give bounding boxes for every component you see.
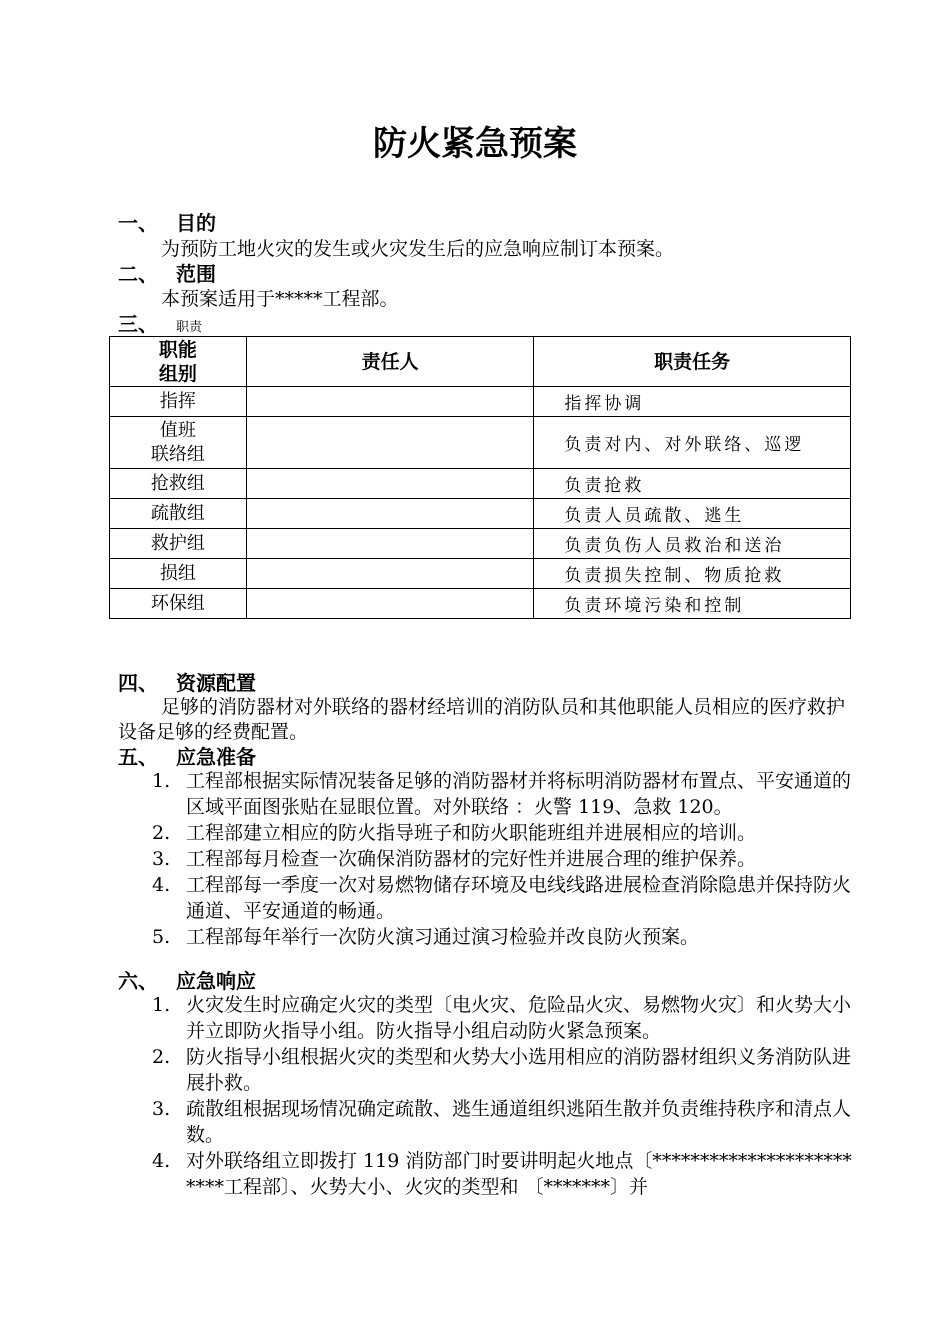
person-cell	[246, 529, 534, 559]
task-cell: 负责对内、对外联络、巡逻	[534, 417, 851, 469]
scope-text: 本预案适用于*****工程部。	[161, 288, 399, 310]
list-item	[148, 1044, 853, 1096]
preparation-list	[148, 768, 853, 950]
list-item	[148, 1096, 853, 1148]
item-number: 5.	[152, 926, 171, 948]
response-list	[148, 992, 853, 1200]
item-number: 4.	[152, 1150, 171, 1172]
item-number: 3.	[152, 1098, 171, 1120]
item-text: 防火指导小组根据火灾的类型和火势大小选用相应的消防器材组织义务消防队进展扑救。	[186, 1046, 852, 1094]
item-text: 工程部建立相应的防火指导班子和防火职能班组并进展相应的培训。	[186, 822, 757, 844]
section-number: 五、	[118, 745, 158, 769]
document-title: 防火紧急预案	[373, 124, 577, 164]
section-number: 一、	[118, 211, 158, 235]
section-number: 六、	[118, 969, 158, 993]
section-label: 资源配置	[176, 671, 256, 695]
group-cell: 指挥	[110, 387, 247, 417]
table-row	[110, 559, 851, 589]
section-label: 职责	[176, 320, 203, 335]
task-cell: 负责损失控制、物质抢救	[534, 559, 851, 589]
list-item	[148, 992, 853, 1044]
duty-table	[109, 336, 851, 619]
task-cell: 负责负伤人员救治和送治	[534, 529, 851, 559]
table-header-row	[110, 337, 851, 387]
list-item	[148, 846, 853, 872]
section-heading-response	[118, 968, 256, 994]
header-task: 职责任务	[534, 337, 851, 387]
header-group	[110, 337, 247, 387]
group-line1: 值班	[159, 419, 196, 441]
list-item	[148, 872, 853, 924]
purpose-text: 为预防工地火灾的发生或火灾发生后的应急响应制订本预案。	[161, 238, 675, 260]
person-cell	[246, 469, 534, 499]
group-cell: 疏散组	[110, 499, 247, 529]
header-person: 责任人	[246, 337, 534, 387]
person-cell	[246, 499, 534, 529]
item-number: 3.	[152, 848, 171, 870]
table-row	[110, 387, 851, 417]
task-cell: 负责人员疏散、逃生	[534, 499, 851, 529]
section-label: 目的	[176, 211, 216, 235]
group-cell: 损组	[110, 559, 247, 589]
list-item	[148, 924, 853, 950]
item-text: 工程部每年举行一次防火演习通过演习检验并改良防火预案。	[186, 926, 700, 948]
task-cell: 指挥协调	[534, 387, 851, 417]
table-row	[110, 499, 851, 529]
item-text: 火灾发生时应确定火灾的类型〔电火灾、危险品火灾、易燃物火灾〕和火势大小并立即防火指导小组。防火指导小组启动防火紧急预案。	[186, 994, 852, 1042]
section-label: 应急响应	[176, 969, 256, 993]
person-cell	[246, 387, 534, 417]
item-number: 1.	[152, 770, 171, 792]
section-heading-scope	[118, 261, 216, 287]
task-cell: 负责抢救	[534, 469, 851, 499]
item-number: 2.	[152, 822, 171, 844]
table-row	[110, 529, 851, 559]
header-group-line1: 职能	[158, 338, 197, 361]
table-row	[110, 469, 851, 499]
group-cell: 抢救组	[110, 469, 247, 499]
resources-text: 足够的消防器材对外联络的器材经培训的消防队员和其他职能人员相应的医疗救护设备足够的经费配置。	[118, 696, 846, 743]
table-row	[110, 589, 851, 619]
item-text: 对外联络组立即拨打 119 消防部门时要讲明起火地点〔*************************工程部〕、火势大小、火灾的类型和 〔*******〕并	[186, 1150, 852, 1198]
list-item	[148, 1148, 853, 1200]
item-number: 1.	[152, 994, 171, 1016]
group-line2: 联络组	[150, 443, 205, 465]
table-row	[110, 417, 851, 469]
section-number: 二、	[118, 262, 158, 286]
person-cell	[246, 417, 534, 469]
header-group-line2: 组别	[158, 362, 197, 385]
group-cell	[110, 417, 247, 469]
item-text: 工程部每一季度一次对易燃物储存环境及电线线路进展检查消除隐患并保持防火通道、平安通道的畅通。	[186, 874, 852, 922]
section-label: 应急准备	[176, 745, 256, 769]
section-number: 三、	[118, 312, 158, 336]
section-heading-purpose	[118, 210, 216, 236]
group-cell: 救护组	[110, 529, 247, 559]
section-heading-resources	[118, 670, 256, 696]
item-text: 工程部根据实际情况装备足够的消防器材并将标明消防器材布置点、平安通道的区域平面图张贴在显眼位置。对外联络 ：火警 119、急救 120。	[186, 770, 852, 818]
section-label: 范围	[176, 262, 216, 286]
task-cell: 负责环境污染和控制	[534, 589, 851, 619]
item-text: 疏散组根据现场情况确定疏散、逃生通道组织逃陌生散并负责维持秩序和清点人数。	[186, 1098, 852, 1146]
group-cell: 环保组	[110, 589, 247, 619]
list-item	[148, 820, 853, 846]
person-cell	[246, 559, 534, 589]
item-number: 4.	[152, 874, 171, 896]
item-text: 工程部每月检查一次确保消防器材的完好性并进展合理的维护保养。	[186, 848, 757, 870]
section-number: 四、	[118, 671, 158, 695]
list-item	[148, 768, 853, 820]
person-cell	[246, 589, 534, 619]
item-number: 2.	[152, 1046, 171, 1068]
section-heading-preparation	[118, 744, 256, 770]
